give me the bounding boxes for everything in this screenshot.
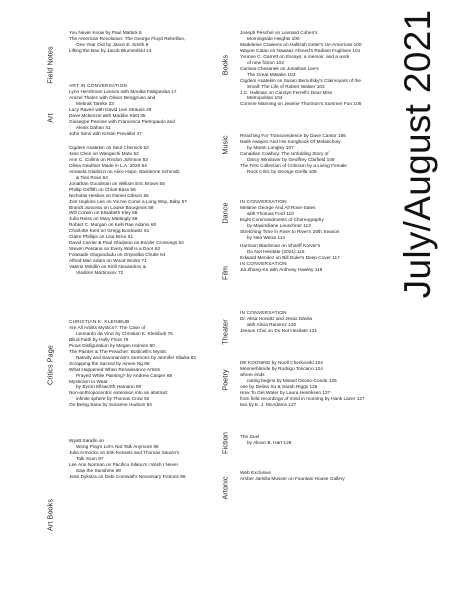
entry: Reaching For Transcendence by Dave Cantor 106 [240, 134, 346, 139]
entry: Small: The Life of Robert Walser 103 [247, 84, 325, 90]
entry: Lucy Raven with David Levi Strauss 29 [69, 107, 152, 113]
entry: David Carrier & Paul Gladston on Border Crossings 62 [69, 241, 184, 247]
entry: Mysticism to Wear [69, 379, 108, 385]
entry: of new fiction 102 [247, 60, 284, 66]
entry: Ann C. Collins on Rindon Johnson 53 [69, 157, 148, 163]
entry: by Nea Weiss 114 [247, 235, 286, 241]
entry: ART IN CONVERSATION [69, 84, 128, 89]
entry: How To Get Water by Laura Henriksen 127 [240, 390, 331, 396]
entry: John Sims with Kristin Prevallet 47 [69, 131, 142, 137]
entry: infinite sphere by Thomas Crow 92 [76, 397, 150, 403]
entry: Wong Ping's Let's Not Talk Anymore 96 [76, 444, 159, 450]
entry: Web Exclusive [240, 471, 272, 476]
section-label-theater: Theater [220, 319, 230, 345]
entry: Olivia Gauthier Made in L.A. 2020 54 [69, 163, 147, 169]
entry: Harrison Blackman on Shariff Korver's [240, 244, 321, 249]
section-label-poetry: Poetry [220, 369, 230, 391]
entry: Saw the Sunshine 98 [76, 468, 121, 474]
entry: Joseph Peschel on Leonard Cohen's [240, 31, 318, 36]
entry: Dr. Alisa Horwitz and Jesús Dávila [240, 316, 313, 322]
section-label-art: Art [45, 113, 55, 123]
entry: Nicholas Heskes on Daniel Gibson 56 [69, 193, 149, 199]
section-books [240, 31, 362, 108]
entry: & Toni Ross 54 [76, 175, 108, 181]
entry: from field recordings of mind in morning by Hank Lazer 127 [240, 396, 365, 402]
section-label-critics-page: Critics Page [45, 345, 55, 385]
entry: by Maximiliane Leuschner 113 [247, 223, 311, 229]
entry: Talk Soon 97 [76, 456, 104, 462]
entry: Carissa Chesanek on Jonathan Lee's [240, 66, 319, 72]
section-art-reviews [69, 146, 187, 277]
entry: The Painter & The Preacher: Botticelli's Mystic [69, 349, 167, 355]
entry: Edward Mendez on Bill Duke's Deep Cover 117 [240, 255, 340, 261]
entry: Eight Commandments of Choreography [240, 217, 324, 223]
section-label-field-notes: Field Notes [45, 46, 55, 84]
entry: Claire Phillips on Lisa Brice 61 [69, 235, 134, 241]
section-dance [240, 200, 339, 242]
section-theater [240, 311, 317, 335]
entry: Amber Jamilla Musser on Fountain House Gallery [240, 476, 345, 482]
section-label-fiction: Fiction [220, 432, 230, 454]
section-art-books [69, 439, 186, 481]
section-fiction [240, 435, 291, 447]
entry: Mènnerblünde by Rodrigo Toscano 124 [240, 366, 323, 372]
entry: IN CONVERSATION [240, 311, 287, 316]
entry: Rock Critic by George Grella 109 [247, 169, 317, 175]
entry: Dave Mckenzie with Maddie Klett 35 [69, 113, 146, 119]
entry: by Martin Longley 107 [247, 145, 294, 151]
section-label-art-books: Art Books [45, 498, 55, 532]
entry: Arazel Thalez with Olivier Berggruen and [69, 95, 156, 101]
entry: Jess Chen on Wangechi Mutu 52 [69, 151, 139, 157]
issue-title [388, 9, 448, 299]
entry: Zoë Hopkins Lee on You've Come a Long Way, Baby 57 [69, 199, 187, 205]
section-label-music: Music [220, 135, 230, 155]
entry: Darcy Windover by Geoffrey Clarfield 108 [247, 157, 335, 163]
entry: CHRISTIAN K. KLEINBUB [69, 320, 130, 325]
entry: Will Corwin on Elisabeth Kley 58 [69, 211, 138, 217]
entry: Jia Zhang-Ke with Anthony Hawley 118 [240, 267, 323, 273]
entry: two by E. J. McAdams 127 [240, 402, 297, 408]
section-music [240, 134, 347, 176]
section-artonic [240, 471, 345, 483]
entry: The American Revolution: The George Floyd Rebellion, [69, 36, 186, 42]
entry: with Thomas Ford 110 [247, 211, 294, 217]
entry: Vladimir Martirosov 72 [76, 271, 124, 277]
entry: Amanda Gluibizzi on Alice Hope, Bastienne Schmidt, [69, 169, 181, 175]
entry: where ends [240, 372, 265, 378]
entry: Folasade Ologundudu on Onyedika Chuke 64 [69, 253, 166, 259]
section-critics-page [69, 320, 196, 409]
entry: J.C. Hallman on Carolyn Ferrell's Dear Miss [240, 90, 333, 96]
entry: Madeleine Crawens on Hallizah Geter's Un-American 100 [240, 42, 362, 48]
entry: Stretching Time in River to River's 20th Season [240, 229, 340, 235]
entry: Wyatt Sarafin on [69, 439, 105, 444]
section-art [69, 84, 177, 138]
entry: Leonardo da Vinci by Christian K. Kleinbub 76 [76, 331, 173, 337]
entry: Do Not Hesitate (2021) 116 [247, 249, 305, 255]
section-poetry [240, 361, 365, 409]
entry: Julia Armocko on Erik Kessels and Thomas Sauvin's [69, 450, 180, 456]
entry: Corinne Manning on Jeanne Thornton's Summer Fun 105 [240, 102, 362, 108]
section-label-film: Film [220, 266, 230, 280]
entry: One Year Out by Jason E. Smith 8 [76, 42, 149, 48]
entry: Phillip Griffith on Chloë Bass 56 [69, 187, 136, 193]
entry: Alfred Mac Adam on Wood Works 71 [69, 259, 147, 265]
section-field-notes [69, 31, 185, 55]
entry: On Being Sane by Suzanne Hudson 94 [69, 403, 152, 409]
entry: DE KOONING by Noell Cherkovski 124 [240, 361, 323, 366]
entry: IN CONVERSATION [240, 200, 287, 205]
entry: Lynn Hershman Leeson with Monika Fabijanska 17 [69, 89, 177, 95]
entry: Robert C. Morgan on Kelli Rae Adams 60 [69, 223, 157, 229]
entry: Cigdem Asatekin on Susan Bernofsky's Clairvoyant of the [240, 78, 362, 84]
entry: Melanie George And All Rose-Sales [240, 205, 316, 211]
entry: Julia Reiss on Mary Mattingly 59 [69, 217, 138, 223]
entry: The Duel [240, 435, 260, 440]
entry: Jonathan Goodman on William Eric Brown 55 [69, 181, 165, 187]
entry: Lee Ann Norman on Pacifico Silano's I Wish I Never [69, 462, 179, 468]
entry: The First Collection of Criticism by a Living Female [240, 163, 347, 169]
entry: Prayed While Painting? by Andrew Casper 88 [76, 373, 173, 379]
entry: with Alicia Ramirez 120 [247, 322, 297, 328]
entry: Wayne Catan on Nawaaz Ahmed's Radiant Fugitives 101 [240, 48, 361, 54]
entry: Mebrak Tareke 23 [76, 101, 114, 107]
entry: Steven Pestana on Every Wall is a Door 63 [69, 247, 160, 253]
entry: noting begins by Misael Osorio-Conde 125 [247, 378, 337, 384]
entry: Giuseppe Penone with Francesca Pietropaolo and [69, 119, 175, 125]
section-label-dance: Dance [220, 202, 230, 224]
entry: IN CONVERSATION [240, 261, 287, 267]
section-label-artonic: Artonic [220, 476, 230, 500]
entry: Charlotte Kent on Gregg Bordowitz 61 [69, 229, 150, 235]
section-film [240, 244, 340, 274]
entry: Pious Disfiguration by Megan Holmes 80 [69, 343, 155, 349]
entry: Alexis Dahan 41 [76, 125, 111, 131]
entry: Are All Artists Mystics?: The Case of [69, 325, 146, 331]
entry: one by Delina Su & Sarah Riggs 126 [240, 384, 318, 390]
entry: Nativity and Savonarola's Sermons by Jennifer Sliwka 82 [76, 355, 196, 361]
entry: Morningside Heights 100 [247, 36, 300, 42]
issue-title-text: July/August 2021 [397, 9, 438, 299]
entry: Non-anthropocentric extension into an abstract [69, 391, 168, 397]
entry: Canadian Cowboy: The Unfolding Story of [240, 151, 329, 157]
entry: You Never Know by Paul Mattick 6 [69, 31, 142, 36]
entry: Natik Awayez And His Songbook Of Melancholy [240, 139, 341, 145]
entry: Yvonne C. Garrett on Essays, a memoir, and a work [240, 54, 350, 60]
entry: Metropolitan 104 [247, 96, 283, 102]
entry: Lifting the Ban by Jacob Blumenfeld 13 [69, 48, 152, 54]
entry: Valerie Mindlin on Kirill Alexandrov & [69, 265, 147, 271]
entry: Brandt Junceau on Louise Bourgeois 58 [69, 205, 154, 211]
entry: Cigdem Asatekin on Seul Chernick 52 [69, 146, 149, 151]
entry: Scrapping the Sacred by Aimee Ng 86 [69, 361, 150, 367]
section-label-books: Books [220, 54, 230, 76]
entry: Blind Faith by Holly Flora 78 [69, 337, 129, 343]
entry: by Alison B. Hart 128 [247, 440, 292, 446]
entry: Jeesun Choi on Do Not Hesitate 121 [240, 328, 318, 334]
entry: What Happened When Renaissance Artists [69, 367, 161, 373]
entry: Jean Dykstra on Debi Cornwall's Necessary Fictions 99 [69, 474, 186, 480]
entry: The Great Mistake 103 [247, 72, 296, 78]
entry: by Byron Ellsworth Hamann 90 [76, 385, 142, 391]
